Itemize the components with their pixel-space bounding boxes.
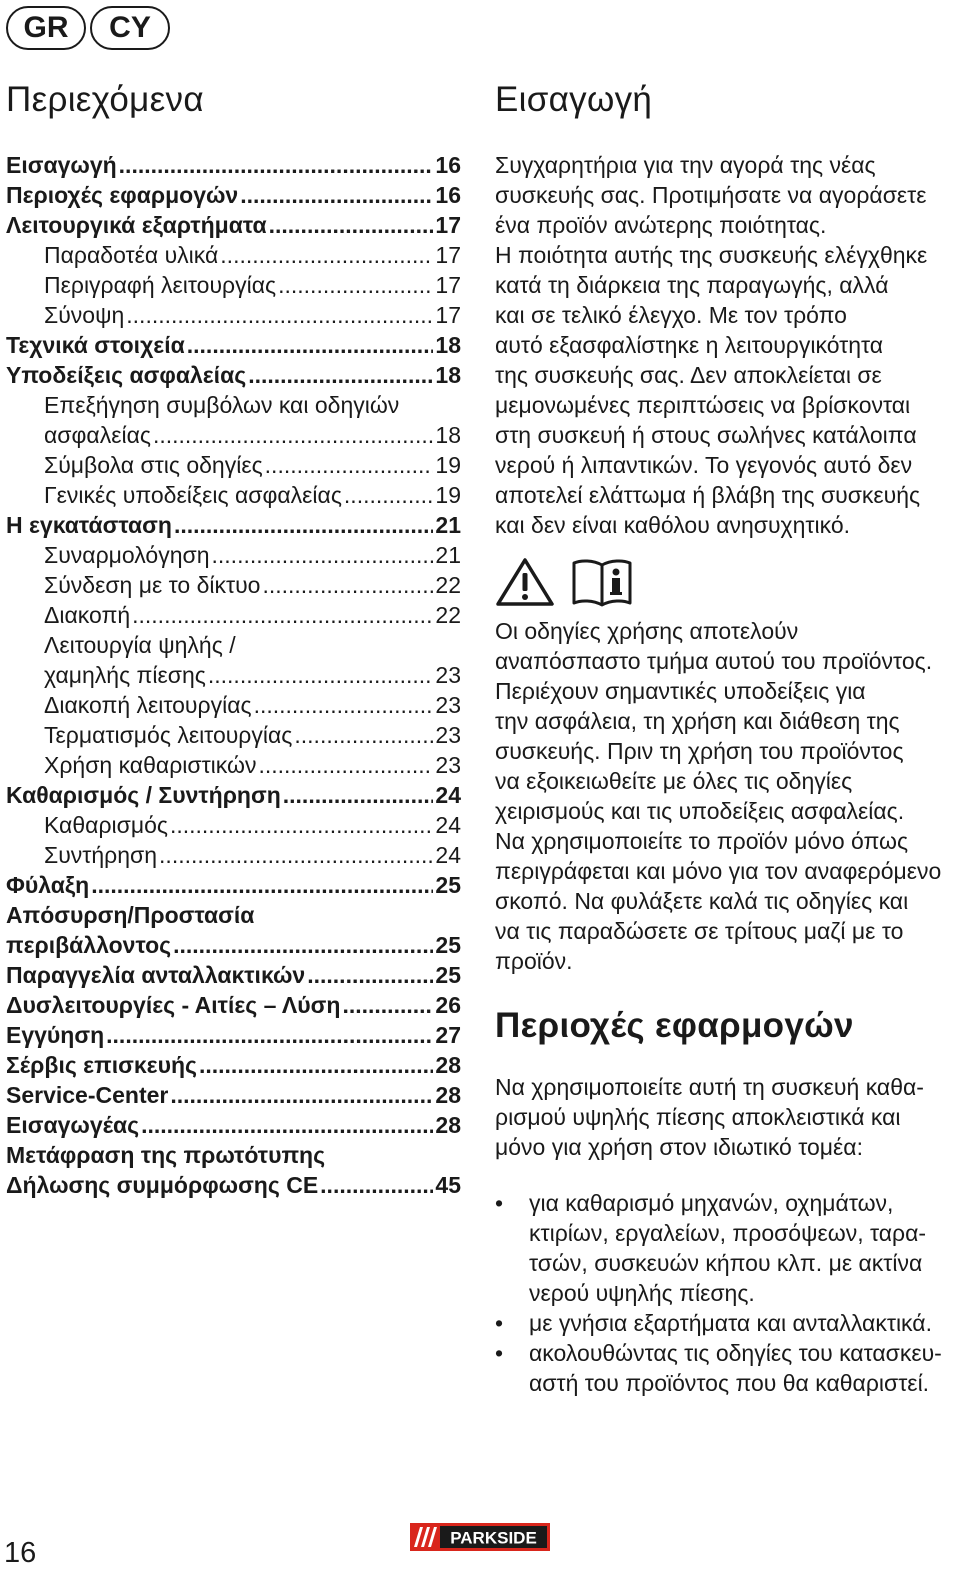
usage-bullet-list (495, 1188, 955, 1398)
language-badge-gr: GR (6, 6, 86, 50)
brand-name: PARKSIDE (450, 1528, 537, 1548)
list-item: • για καθαρισμό μηχανών, οχημάτων, κτιρίων, εργαλείων, προσόψεων, ταρα- τσών, συσκευών κήπου κλπ. με ακτίνα νερού υψηλής πίεσης. (495, 1190, 927, 1306)
toc-title: Περιεχόμενα (6, 80, 204, 119)
toc-item[interactable]: Εισαγωγέας ..... 28 (6, 1110, 461, 1140)
toc-item[interactable]: περιβάλλοντος ..... 25 (6, 930, 461, 960)
usage-title: Περιοχές εφαρμογών (495, 1006, 854, 1045)
toc-item[interactable]: Παραγγελία ανταλλακτικών ..... 25 (6, 960, 461, 990)
toc-item[interactable]: Σέρβις επισκευής ..... 28 (6, 1050, 461, 1080)
usage-paragraph: Να χρησιμοποιείτε αυτή τη συσκευή καθα- ρισμού υψηλής πίεσης αποκλειστικά και μόνο για χρήση στον ιδιωτικό τομέα: (495, 1074, 924, 1160)
list-item: • ακολουθώντας τις οδηγίες του κατασκευ- αστή του προϊόντος που θα καθαριστεί. (495, 1340, 942, 1396)
toc-item[interactable]: Εισαγωγή ..... 16 (6, 150, 461, 180)
toc-item[interactable]: Φύλαξη ..... 25 (6, 870, 461, 900)
intro-paragraph-1: Συγχαρητήρια για την αγορά της νέας συσκευής σας. Προτιμήσατε να αγοράσετε ένα προϊόν ανώτερης ποιότητας. Η ποιότητα αυτής της συσκευής ελέγχθηκε κατά τη διάρκεια της παραγωγής, αλλά και σε τελικό έλεγχο. Με τον τρόπο αυτό εξασφαλίστηκε η λειτουργικότητα της συσκευής σας. Δεν αποκλείεται σε μεμονωμένες περιπτώσεις να βρίσκονται στη συσκευή ή στους σωλήνες κατάλοιπα νερού ή λιπαντικών. Το γεγονός αυτό δεν αποτελεί ελάττωμα ή βλάβη της συσκευής και δεν είναι καθόλου ανησυχητικό. (495, 152, 928, 538)
table-of-contents (6, 76, 461, 1200)
parkside-logo (410, 1523, 550, 1551)
toc-item-line1: Μετάφραση της πρωτότυπης (6, 1142, 326, 1168)
toc-subitem[interactable]: Συντήρηση ..... 24 (6, 840, 461, 870)
toc-item[interactable]: Καθαρισμός / Συντήρηση ..... 24 (6, 780, 461, 810)
toc-item[interactable]: Τεχνικά στοιχεία ..... 18 (6, 330, 461, 360)
toc-subitem-line1: Λειτουργία ψηλής / (44, 632, 236, 658)
toc-item[interactable]: Δυσλειτουργίες - Αιτίες – Λύση ..... 26 (6, 990, 461, 1020)
bullet-glyph: • (495, 1340, 504, 1366)
toc-item[interactable]: Περιοχές εφαρμογών ..... 16 (6, 180, 461, 210)
bullet-glyph: • (495, 1310, 504, 1336)
toc-subitem-line1: Επεξήγηση συμβόλων και οδηγιών (44, 392, 400, 418)
toc-subitem[interactable]: Τερματισμός λειτουργίας ..... 23 (6, 720, 461, 750)
toc-item[interactable]: Υποδείξεις ασφαλείας ..... 18 (6, 360, 461, 390)
intro-paragraph-2: Οι οδηγίες χρήσης αποτελούν αναπόσπαστο τμήμα αυτού του προϊόντος. Περιέχουν σημαντικές υποδείξεις για την ασφάλεια, τη χρήση και διάθεση της συσκευής. Πριν τη χρήση του προϊόντος να εξοικειωθείτε με όλες τις οδηγίες χειρισμούς και τις υποδείξεις ασφαλείας. Να χρησιμοποιείτε το προϊόν μόνο όπως περιγράφεται και μόνο για τον αναφερόμενο σκοπό. Να φυλάξετε καλά τις οδηγίες και να τις παραδώσετε σε τρίτους μαζί με το προϊόν. (495, 618, 942, 974)
toc-subitem[interactable]: Παραδοτέα υλικά ..... 17 (6, 240, 461, 270)
toc-item[interactable]: Service-Center ..... 28 (6, 1080, 461, 1110)
toc-item[interactable]: Δήλωσης συμμόρφωσης CE ..... 45 (6, 1170, 461, 1200)
toc-subitem[interactable]: Χρήση καθαριστικών ..... 23 (6, 750, 461, 780)
toc-subitem[interactable]: χαμηλής πίεσης ..... 23 (6, 660, 461, 690)
toc-list (6, 150, 461, 1200)
toc-subitem[interactable]: Γενικές υποδείξεις ασφαλείας ..... 19 (6, 480, 461, 510)
toc-item[interactable]: Η εγκατάσταση ..... 21 (6, 510, 461, 540)
read-manual-icon (571, 557, 633, 612)
toc-subitem[interactable]: Διακοπή λειτουργίας ..... 23 (6, 690, 461, 720)
toc-subitem[interactable]: Σύνοψη ..... 17 (6, 300, 461, 330)
toc-item-line1: Απόσυρση/Προστασία (6, 902, 255, 928)
intro-title: Εισαγωγή (495, 80, 653, 119)
warning-triangle-icon (495, 557, 555, 612)
toc-item[interactable]: Εγγύηση ..... 27 (6, 1020, 461, 1050)
page-number: 16 (4, 1537, 37, 1569)
toc-subitem[interactable]: Διακοπή ..... 22 (6, 600, 461, 630)
toc-subitem[interactable]: Καθαρισμός ..... 24 (6, 810, 461, 840)
toc-subitem[interactable]: Σύνδεση με το δίκτυο ..... 22 (6, 570, 461, 600)
toc-subitem[interactable]: ασφαλείας ..... 18 (6, 420, 461, 450)
toc-subitem[interactable]: Συναρμολόγηση ..... 21 (6, 540, 461, 570)
toc-item[interactable]: Λειτουργικά εξαρτήματα ..... 17 (6, 210, 461, 240)
toc-subitem[interactable]: Περιγραφή λειτουργίας ..... 17 (6, 270, 461, 300)
content-column (495, 76, 955, 1398)
safety-symbols (495, 558, 955, 610)
bullet-glyph: • (495, 1190, 504, 1216)
toc-subitem[interactable]: Σύμβολα στις οδηγίες ..... 19 (6, 450, 461, 480)
language-badge-cy: CY (90, 6, 170, 50)
list-item: • με γνήσια εξαρτήματα και ανταλλακτικά. (495, 1310, 932, 1336)
